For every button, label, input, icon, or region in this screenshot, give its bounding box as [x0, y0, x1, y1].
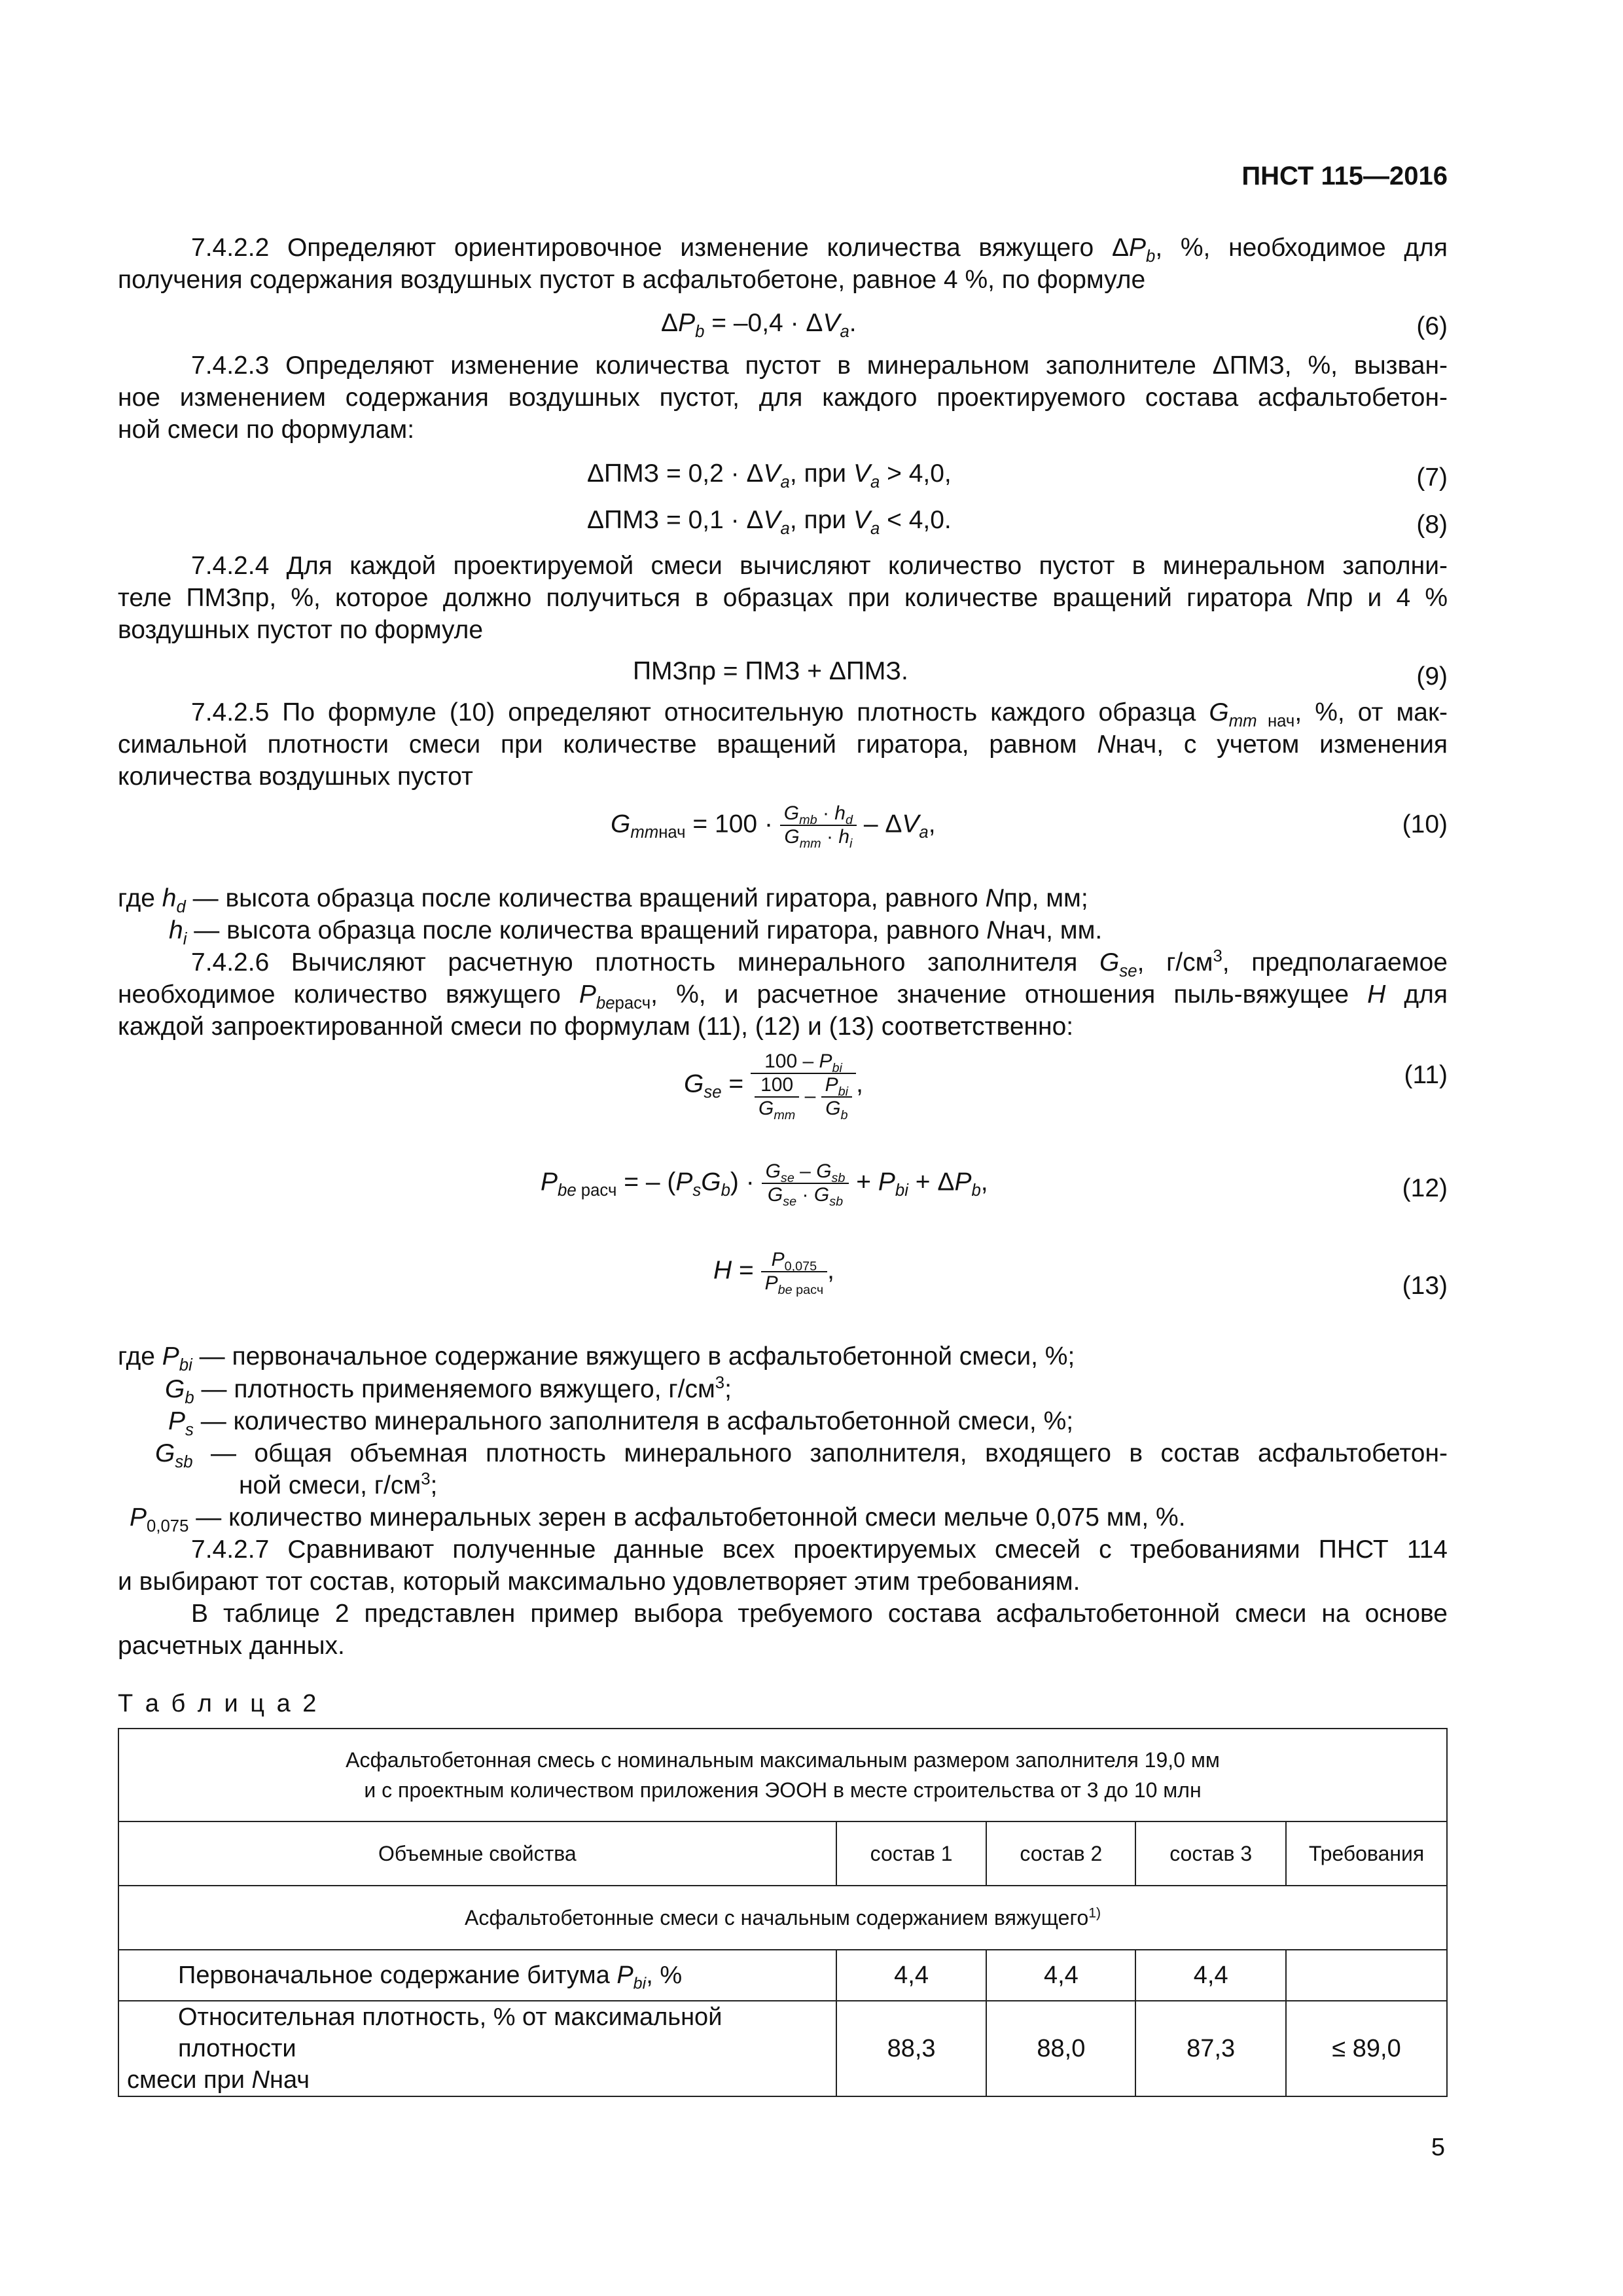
table-section-row	[118, 1886, 1447, 1950]
equation-number-8: (8)	[1416, 511, 1448, 539]
row-label: Относительная плотность, % от максимальной плотности смеси при Nнач	[118, 2001, 836, 2096]
header-mix-1: состав 1	[836, 1821, 987, 1886]
paragraph-table-intro: В таблице 2 представлен пример выбора требуемого состава асфальтобетонной смеси на основе расчетных данных.	[118, 1600, 1448, 1660]
section-footnote-mark: 1)	[1088, 1905, 1101, 1920]
table-caption: Т а б л и ц а 2	[118, 1690, 319, 1717]
equation-13: H = $\frac{P_{0,075}}{P_{be расч}}$ ,	[713, 1249, 834, 1297]
equation-10: $G_{mmнач} = 100$ · $\frac{G_{mb} \cdot h_d}{G_{mm} \cdot h_i}$ – $\Delta V_a$,	[611, 802, 936, 851]
header-mix-3: состав 3	[1135, 1821, 1286, 1886]
row-value-mix-3: 87,3	[1135, 2001, 1286, 2096]
equation-number-7: (7)	[1416, 463, 1448, 492]
equation-number-10: (10)	[1402, 810, 1448, 838]
section-label: Асфальтобетонные смеси с начальным содержанием вяжущего	[464, 1905, 1089, 1929]
header-properties: Объемные свойства	[118, 1821, 836, 1886]
paragraph-7-4-2-3: 7.4.2.3 Определяют изменение количества пустот в минеральном заполнителе ΔПМЗ, %, вызван- ное изменением содержания воздушных пустот, для каждого проектируемого состава асфальтобетон- ной смеси по формулам:	[118, 351, 1448, 444]
equation-6: $\Delta P_b = -0,4 \cdot \Delta V_a$.	[661, 309, 857, 341]
equation-11: $G_{se}$ = $100 - P_{bi}$ $\frac{100}{G_{mm}}$ – $\frac{P_{bi}}{G_b}$ ,	[684, 1050, 863, 1122]
table-2	[118, 1728, 1448, 2097]
paragraph-7-4-2-6: 7.4.2.6 Вычисляют расчетную плотность минерального заполнителя $G_{se}$, $г/см^3$, предполагаемое необходимое количество вяжущего $P_{beрасч}$, %, и расчетное значение отношения пыль-вяжущее H для каждой запроектированной смеси по формулам (11), (12) и (13) соответственно:	[118, 947, 1448, 1041]
equation-number-9: (9)	[1416, 662, 1448, 691]
equation-number-13: (13)	[1402, 1272, 1448, 1300]
equation-number-6: (6)	[1416, 312, 1448, 340]
equation-number-12: (12)	[1402, 1174, 1448, 1202]
table-title-line-1: Асфальтобетонная смесь с номинальным максимальным размером заполнителя 19,0 мм	[346, 1748, 1220, 1772]
table-row	[118, 1950, 1447, 2001]
equation-12: $P_{be расч}$ = – $(P_sG_b)$ · $\frac{G_{se} - G_{sb}}{G_{se} \cdot G_{sb}}$ + $P_{bi} + \Delta P_b$,	[541, 1160, 988, 1209]
table-title-line-2: и с проектным количеством приложения ЭООН в месте строительства от 3 до 10 млн	[364, 1778, 1202, 1802]
paragraph-7-4-2-2: 7.4.2.2 Определяют ориентировочное изменение количества вяжущего $\Delta P_b$, %, необходимое для получения содержания воздушных пустот в асфальтобетоне, равное 4 %, по формуле	[118, 234, 1448, 294]
paragraph-7-4-2-4: 7.4.2.4 Для каждой проектируемой смеси вычисляют количество пустот в минеральном заполни- теле ПМЗпр, %, которое должно получиться в образцах при количестве вращений гиратора Nпр и 4 % воздушных пустот по формуле	[118, 552, 1448, 644]
paragraph-7-4-2-5: 7.4.2.5 По формуле (10) определяют относительную плотность каждого образца $G_{mm нач}$, %, от мак- симальной плотности смеси при количестве вращений гиратора, равном Nнач, с учетом изменения количества воздушных пустот	[118, 698, 1448, 791]
row-value-mix-1: 4,4	[836, 1950, 987, 2001]
definition-gsb: $G_{sb}$ — общая объемная плотность минерального заполнителя, входящего в состав асфальтобетон- ной смеси, $г/см^3$;	[155, 1439, 1448, 1499]
page-number: 5	[1431, 2134, 1445, 2161]
row-value-mix-3: 4,4	[1135, 1950, 1286, 2001]
row-value-mix-2: 4,4	[986, 1950, 1135, 2001]
row-value-mix-2: 88,0	[986, 2001, 1135, 2096]
row-label: Первоначальное содержание битума $P_{bi}$, %	[118, 1950, 836, 2001]
row-value-requirement: ≤ 89,0	[1286, 2001, 1447, 2096]
definition-hd: где $h_d$ — высота образца после количества вращений гиратора, равного Nпр, мм;	[118, 884, 1088, 916]
table-header-row	[118, 1821, 1447, 1886]
equation-7: $\Delta ПМЗ = 0,2 \cdot \Delta V_a$, при $V_a > 4,0$,	[587, 459, 952, 492]
header-requirements: Требования	[1286, 1821, 1447, 1886]
table-row	[118, 2001, 1447, 2096]
document-code: ПНСТ 115—2016	[1241, 162, 1448, 190]
row-value-requirement	[1286, 1950, 1447, 2001]
definition-ps: $P_s$ — количество минерального заполнителя в асфальтобетонной смеси, %;	[168, 1407, 1074, 1439]
definition-hi: $h_i$ — высота образца после количества вращений гиратора, равного Nнач, мм.	[169, 916, 1103, 948]
equation-9: ПМЗпр = ПМЗ + ΔПМЗ.	[633, 657, 908, 685]
definition-pbi: где $P_{bi}$ — первоначальное содержание вяжущего в асфальтобетонной смеси, %;	[118, 1342, 1075, 1374]
definition-gb: $G_b$ — плотность применяемого вяжущего, $г/см^3$;	[165, 1374, 732, 1407]
equation-8: $\Delta ПМЗ = 0,1 \cdot \Delta V_a$, при $V_a < 4,0$.	[587, 506, 952, 538]
table-title-row	[118, 1729, 1447, 1821]
equation-number-11: (11)	[1404, 1061, 1448, 1089]
header-mix-2: состав 2	[986, 1821, 1135, 1886]
row-value-mix-1: 88,3	[836, 2001, 987, 2096]
paragraph-7-4-2-7: 7.4.2.7 Сравнивают полученные данные всех проектируемых смесей с требованиями ПНСТ 114 и выбирают тот состав, который максимально удовлетворяет этим требованиям.	[118, 1535, 1448, 1596]
definition-p0075: $P_{0,075}$ — количество минеральных зерен в асфальтобетонной смеси мельче 0,075 мм, %.	[130, 1503, 1186, 1535]
